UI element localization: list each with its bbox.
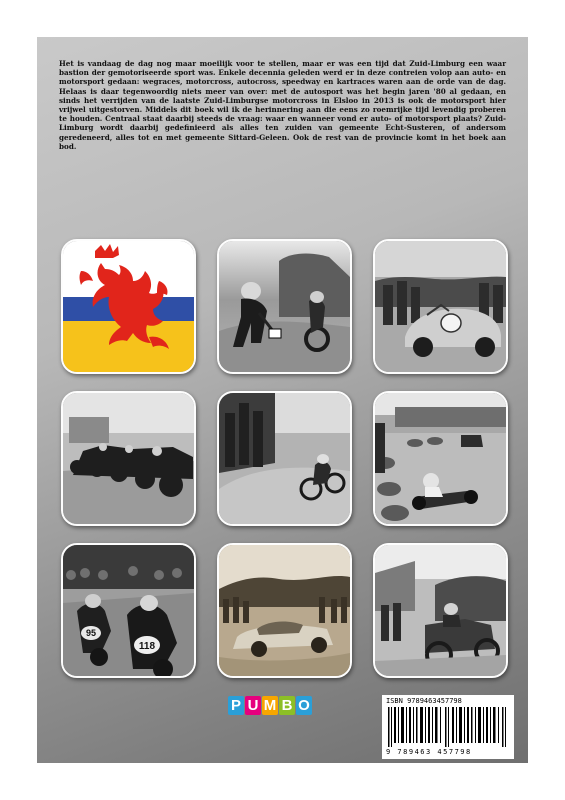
motocross-sand-image: [219, 393, 350, 524]
limburg-flag-photo: [61, 239, 196, 374]
publisher-letter-m: M: [263, 697, 277, 714]
sportscar-crowd-photo: [373, 239, 508, 374]
motorcycle-start-image: [63, 393, 194, 524]
race-number-95: 95: [85, 628, 97, 638]
autocross-photo: [217, 543, 352, 678]
vintage-car-photo: [373, 543, 508, 678]
publisher-letter-p: P: [228, 696, 244, 715]
motocross-flagman-photo: [217, 239, 352, 374]
motorcycle-start-photo: [61, 391, 196, 526]
race-number-118: 118: [138, 641, 156, 652]
publisher-letter-u: U: [245, 696, 261, 715]
road-racing-photo: [61, 543, 196, 678]
isbn-label: ISBN 9789463457798: [386, 697, 462, 705]
barcode-bars: [388, 707, 508, 747]
publisher-letter-o: O: [296, 696, 312, 715]
karting-photo: [373, 391, 508, 526]
back-cover: [37, 37, 528, 763]
back-cover-blurb: Het is vandaag de dag nog maar moeilijk voor te stellen, maar er was een tijd dat Zuid-Limburg een waar bastion der gemotoriseerde sport was. Enkele decennia geleden werd er in deze contreien volop aan auto- en motorsport gedaan: wegraces, motorcross, autocross, speedway en kartraces waren aan de orde van de dag. Helaas is daar tegenwoordig niets meer van over: met de autosport was het begin jaren '80 al gedaan, en sinds het verrijden van de laatste Zuid-Limburgse motorcross in Elsloo in 2013 is ook de motorsport hier vrijwel uitgestorven. Middels dit boek wil ik de herinnering aan die eens zo roemrijke tijd levendig proberen te houden. Centraal staat daarbij steeds de vraag: waar en wanneer vond er auto- of motorsport plaats? Zuid-Limburg wordt daarbij gedefinieerd als alles ten zuiden van gemeente Echt-Susteren, of andersom geredeneerd, alles tot en met gemeente Sittard-Geleen. Ook de rest van de provincie komt in het boek aan bod.: [59, 59, 506, 151]
karting-image: [375, 393, 506, 524]
publisher-letter-b: B: [279, 696, 295, 715]
road-racing-image: [63, 545, 194, 676]
limburg-flag-image: [63, 241, 194, 372]
motocross-sand-photo: [217, 391, 352, 526]
publisher-logo: [228, 696, 312, 715]
sportscar-crowd-image: [375, 241, 506, 372]
isbn-barcode: [382, 695, 514, 759]
motocross-flagman-image: [219, 241, 350, 372]
autocross-image: [219, 545, 350, 676]
vintage-car-image: [375, 545, 506, 676]
barcode-digits: 9 789463 457798: [386, 748, 472, 756]
